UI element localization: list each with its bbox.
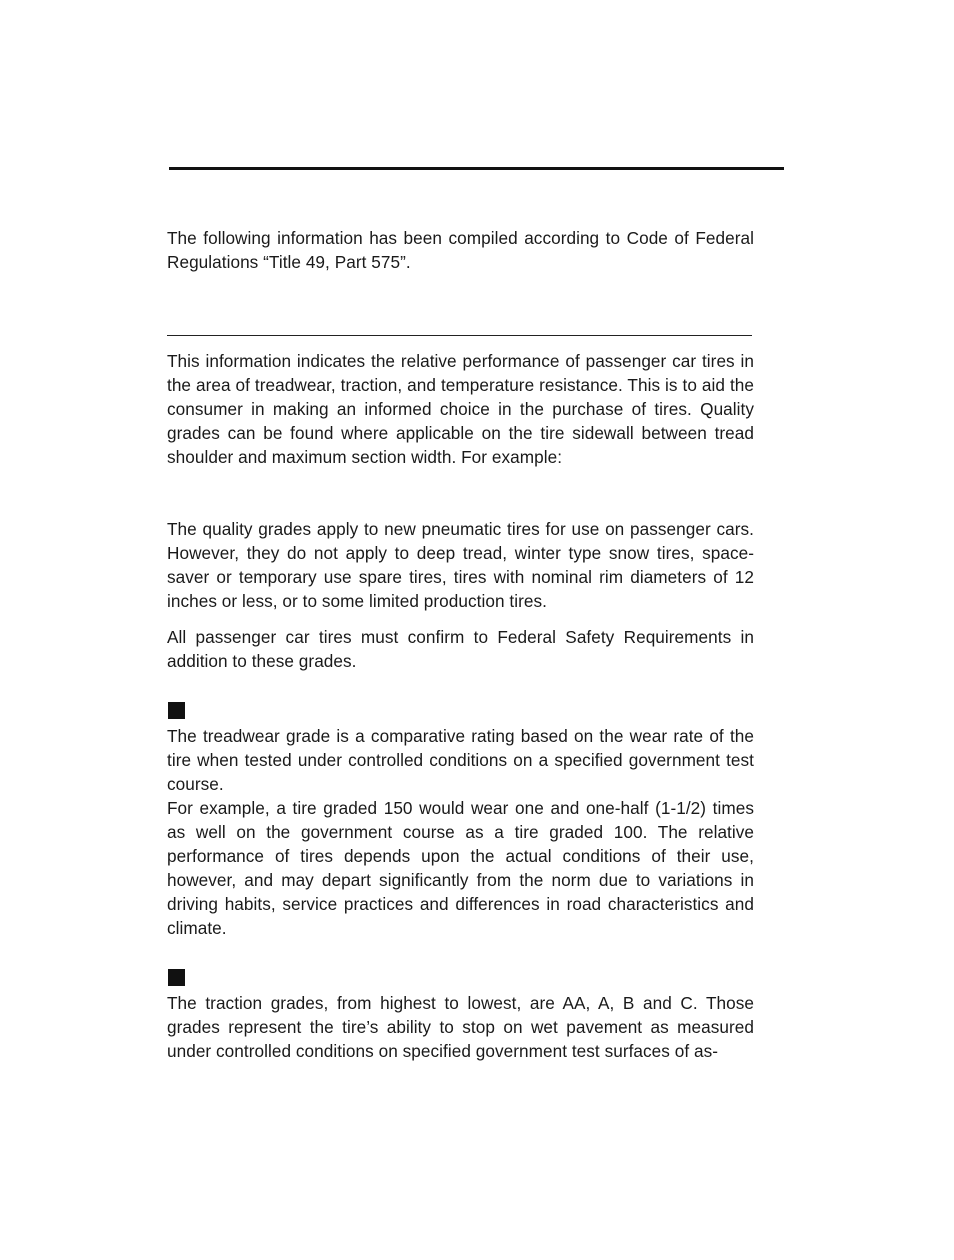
quality-grades-scope-paragraph: The quality grades apply to new pneumatic tires for use on passenger cars. However, they do not apply to deep tread, winter type snow tires, space-saver or temporary use spare tires, tires with nominal rim diameters of 12 inches or less, or to some limited production tires. [167, 519, 754, 611]
treadwear-example-paragraph: For example, a tire graded 150 would wear one and one-half (1-1/2) times as well on the government course as a tire graded 100. The relative performance of tires depends upon the actual conditions of their use, however, and may depart significantly from the norm due to variations in driving habits, service practices and differences in road characteristics and climate. [167, 798, 754, 938]
quality-grades-paragraph: This information indicates the relative performance of passenger car tires in the area of treadwear, traction, and temperature resistance. This is to aid the consumer in making an informed choice in the purchase of tires. Quality grades can be found where applicable on the tire sidewall between tread shoulder and maximum section width. For example: [167, 351, 754, 467]
section-divider [167, 335, 752, 336]
treadwear-paragraph: The treadwear grade is a comparative rating based on the wear rate of the tire when tested under controlled conditions on a specified government test course. [167, 726, 754, 794]
intro-paragraph: The following information has been compiled according to Code of Federal Regulations “Title 49, Part 575”. [167, 228, 754, 272]
traction-square-bullet-icon [168, 969, 185, 986]
traction-paragraph: The traction grades, from highest to lowest, are AA, A, B and C. Those grades represent the tire’s ability to stop on wet pavement as measured under controlled conditions on specified government test surfaces of as- [167, 993, 754, 1061]
safety-requirements-paragraph: All passenger car tires must confirm to Federal Safety Requirements in addition to these grades. [167, 627, 754, 671]
header-rule [169, 167, 784, 170]
treadwear-square-bullet-icon [168, 702, 185, 719]
